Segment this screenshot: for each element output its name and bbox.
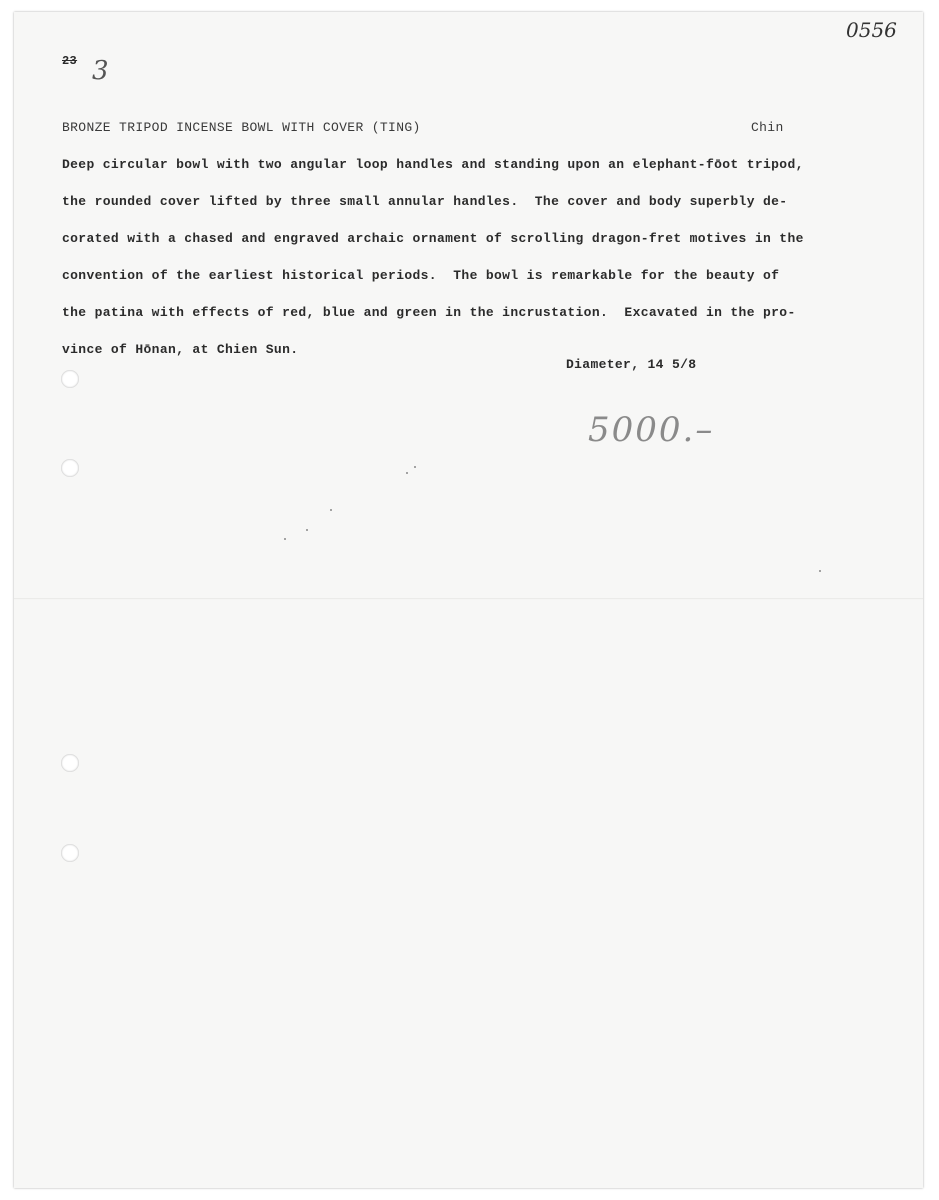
handwritten-lot-number: 3 xyxy=(92,56,109,86)
description-line: vince of Hōnan, at Chien Sun. xyxy=(62,342,299,357)
paper-speck xyxy=(284,538,286,540)
punch-hole-4 xyxy=(61,844,79,862)
punch-hole-3 xyxy=(61,754,79,772)
paper-speck xyxy=(330,509,332,511)
punch-hole-2 xyxy=(61,459,79,477)
punch-hole-1 xyxy=(61,370,79,388)
description-line: Deep circular bowl with two angular loop handles and standing upon an elephant-fōot tripod, xyxy=(62,157,804,172)
catalog-number: 0556 xyxy=(846,18,897,42)
item-origin: Chin xyxy=(751,120,784,135)
paper-speck xyxy=(406,472,408,474)
document-page xyxy=(14,12,923,1188)
handwritten-price: 5000.– xyxy=(588,410,715,450)
paper-fold-line xyxy=(14,598,923,600)
paper-speck xyxy=(414,466,416,468)
description-line: the patina with effects of red, blue and green in the incrustation. Excavated in the pro- xyxy=(62,305,796,320)
old-lot-number: 23 xyxy=(62,54,78,68)
paper-speck xyxy=(819,570,821,572)
item-dimension: Diameter, 14 5/8 xyxy=(566,357,697,372)
description-line: corated with a chased and engraved archaic ornament of scrolling dragon-fret motives in the xyxy=(62,231,804,246)
paper-speck xyxy=(306,529,308,531)
description-line: convention of the earliest historical periods. The bowl is remarkable for the beauty of xyxy=(62,268,780,283)
description-line: the rounded cover lifted by three small annular handles. The cover and body superbly de- xyxy=(62,194,788,209)
item-title: BRONZE TRIPOD INCENSE BOWL WITH COVER (TING) xyxy=(62,120,421,135)
